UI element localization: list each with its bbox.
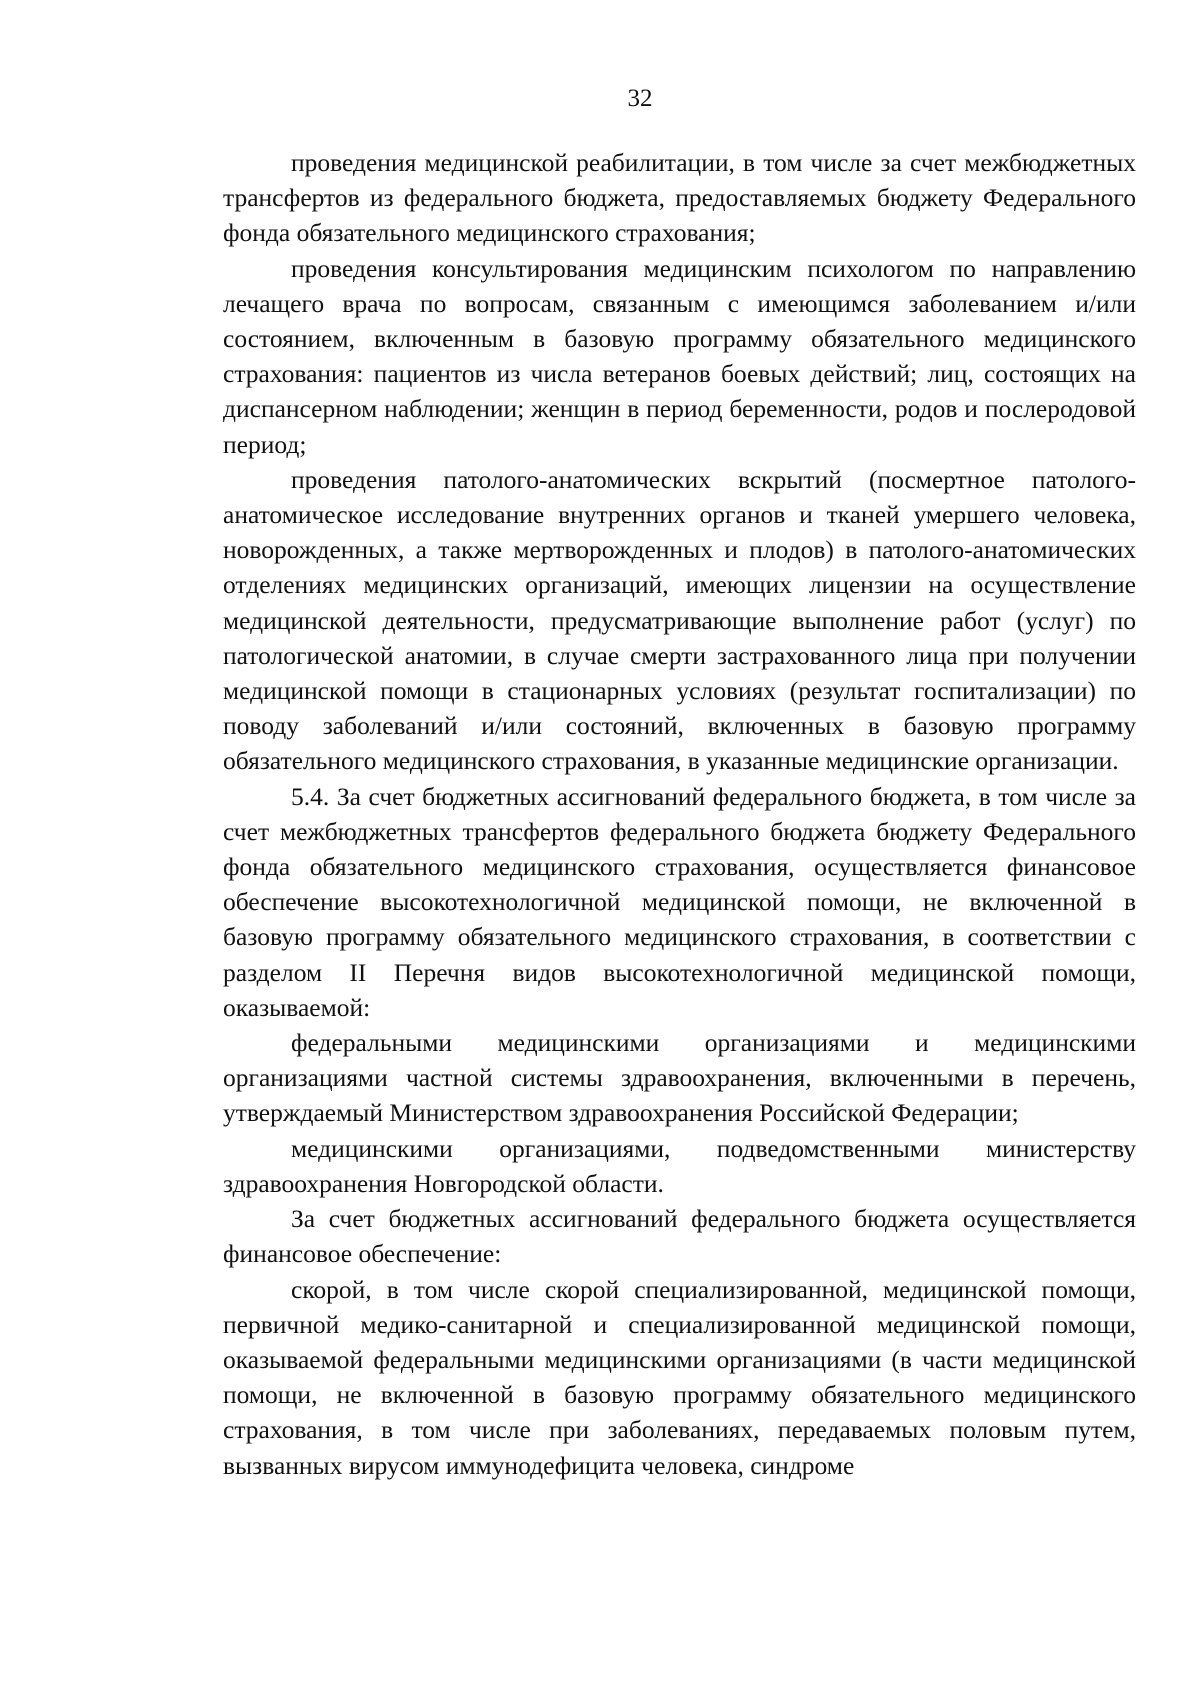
paragraph-federal-budget-funding: За счет бюджетных ассигнований федерального бюджета осуществляется финансовое обеспечение: <box>223 1204 1136 1269</box>
paragraph-federal-organizations: федеральными медицинскими организациями и медицинскими организациями частной системы здравоохранения, включенными в перечень, утверждаемый Министерством здравоохранения Российской Федерации; <box>223 1028 1136 1128</box>
paragraph-regional-organizations: медицинскими организациями, подведомственными министерству здравоохранения Новгородской области. <box>223 1133 1136 1198</box>
paragraph-autopsy: проведения патолого-анатомических вскрытий (посмертное патолого-анатомическое исследование внутренних органов и тканей умершего человека, новорожденных, а также мертворожденных и плодов) в патолого-анатомических отделениях медицинских организаций, имеющих лицензии на осуществление медицинской деятельности, предусматривающие выполнение работ (услуг) по патологической анатомии, в случае смерти застрахованного лица при получении медицинской помощи в стационарных условиях (результат госпитализации) по поводу заболеваний и/или состояний, включенных в базовую программу обязательного медицинского страхования, в указанные медицинские организации. <box>223 464 1136 776</box>
paragraph-psychologist-consulting: проведения консультирования медицинским психологом по направлению лечащего врача по вопросам, связанным с имеющимся заболеванием и/или состоянием, включенным в базовую программу обязательного медицинского страхования: пациентов из числа ветеранов боевых действий; лиц, состоящих на диспансерном наблюдении; женщин в период беременности, родов и послеродовой период; <box>223 253 1136 459</box>
page-number: 32 <box>627 85 653 112</box>
paragraph-emergency-care: скорой, в том числе скорой специализированной, медицинской помощи, первичной медико-санитарной и специализированной медицинской помощи, оказываемой федеральными медицинскими организациями (в части медицинской помощи, не включенной в базовую программу обязательного медицинского страхования, в том числе при заболеваниях, передаваемых половым путем, вызванных вирусом иммунодефицита человека, синдроме <box>223 1274 1136 1480</box>
paragraph-medical-rehabilitation: проведения медицинской реабилитации, в том числе за счет межбюджетных трансфертов из федерального бюджета, предоставляемых бюджету Федерального фонда обязательного медицинского страхования; <box>223 148 1136 248</box>
document-body <box>223 145 1136 1483</box>
paragraph-section-5-4: 5.4. За счет бюджетных ассигнований федерального бюджета, в том числе за счет межбюджетных трансфертов федерального бюджета бюджету Федерального фонда обязательного медицинского страхования, осуществляется финансовое обеспечение высокотехнологичной медицинской помощи, не включенной в базовую программу обязательного медицинского страхования, в соответствии с разделом II Перечня видов высокотехнологичной медицинской помощи, оказываемой: <box>223 781 1136 1022</box>
